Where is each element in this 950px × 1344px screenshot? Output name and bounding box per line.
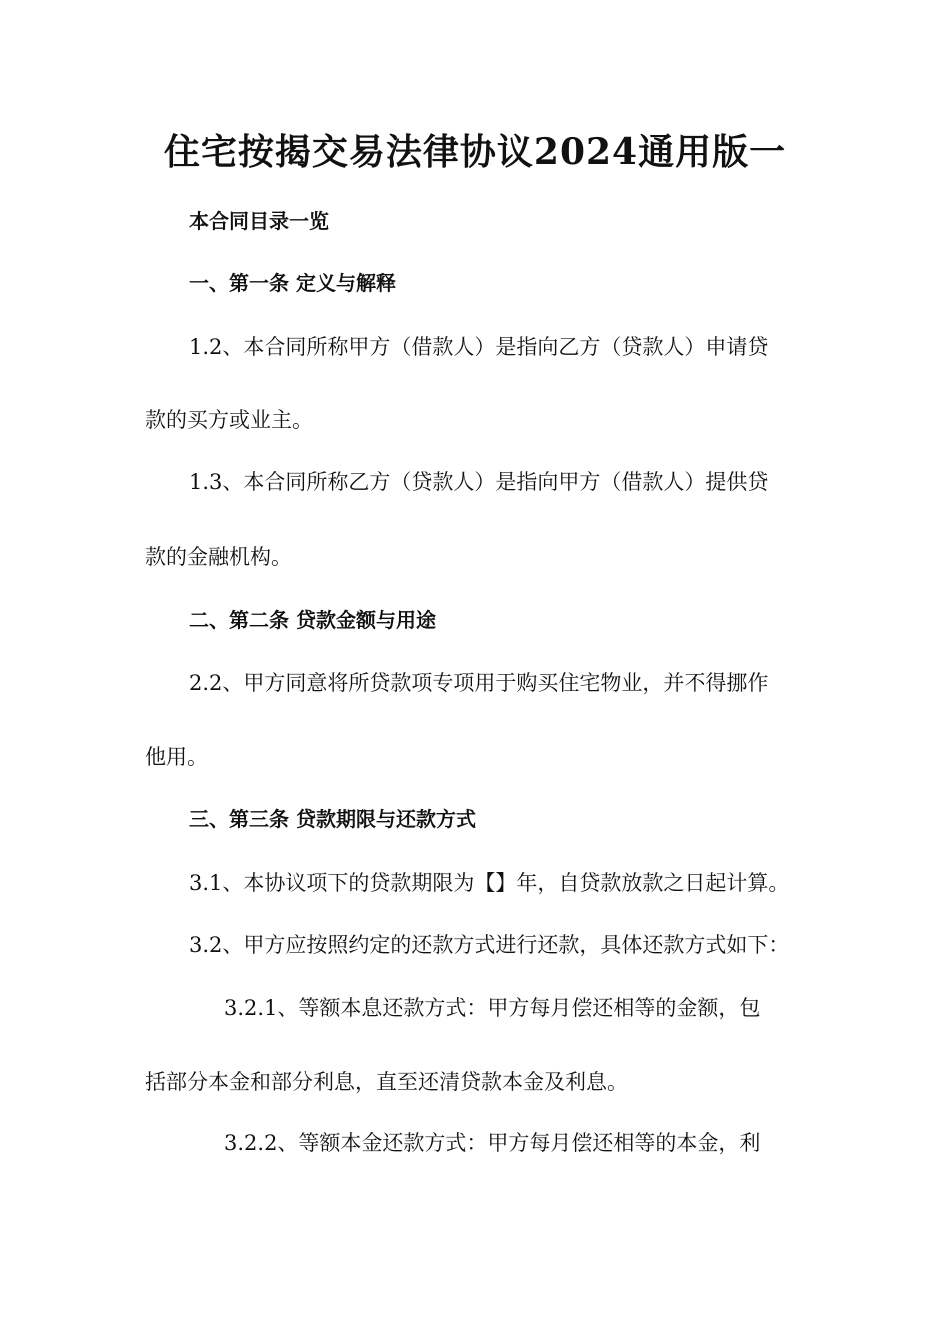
toc-heading: 本合同目录一览 [189,209,329,233]
clause-1-3-line1: 1.3、本合同所称乙方（贷款人）是指向甲方（借款人）提供贷 [189,470,769,494]
document-title: 住宅按揭交易法律协议2024通用版一 [163,131,787,173]
clause-3-1: 3.1、本协议项下的贷款期限为【】年，自贷款放款之日起计算。 [189,871,790,895]
section-2-heading: 二、第二条 贷款金额与用途 [189,608,436,632]
clause-2-2-line1: 2.2、甲方同意将所贷款项专项用于购买住宅物业，并不得挪作 [189,671,769,695]
clause-1-2-line2: 款的买方或业主。 [145,408,313,432]
clause-3-2-1-line2: 括部分本金和部分利息，直至还清贷款本金及利息。 [145,1070,628,1094]
section-3-heading: 三、第三条 贷款期限与还款方式 [189,807,476,831]
clause-1-3-line2: 款的金融机构。 [145,545,292,569]
clause-2-2-line2: 他用。 [145,745,208,769]
section-1-heading: 一、第一条 定义与解释 [189,271,396,295]
clause-1-2-line1: 1.2、本合同所称甲方（借款人）是指向乙方（贷款人）申请贷 [189,335,769,359]
clause-3-2-1-line1: 3.2.1、等额本息还款方式：甲方每月偿还相等的金额，包 [224,996,761,1020]
clause-3-2-2-line1: 3.2.2、等额本金还款方式：甲方每月偿还相等的本金，利 [224,1131,761,1155]
clause-3-2: 3.2、甲方应按照约定的还款方式进行还款，具体还款方式如下： [189,933,790,957]
